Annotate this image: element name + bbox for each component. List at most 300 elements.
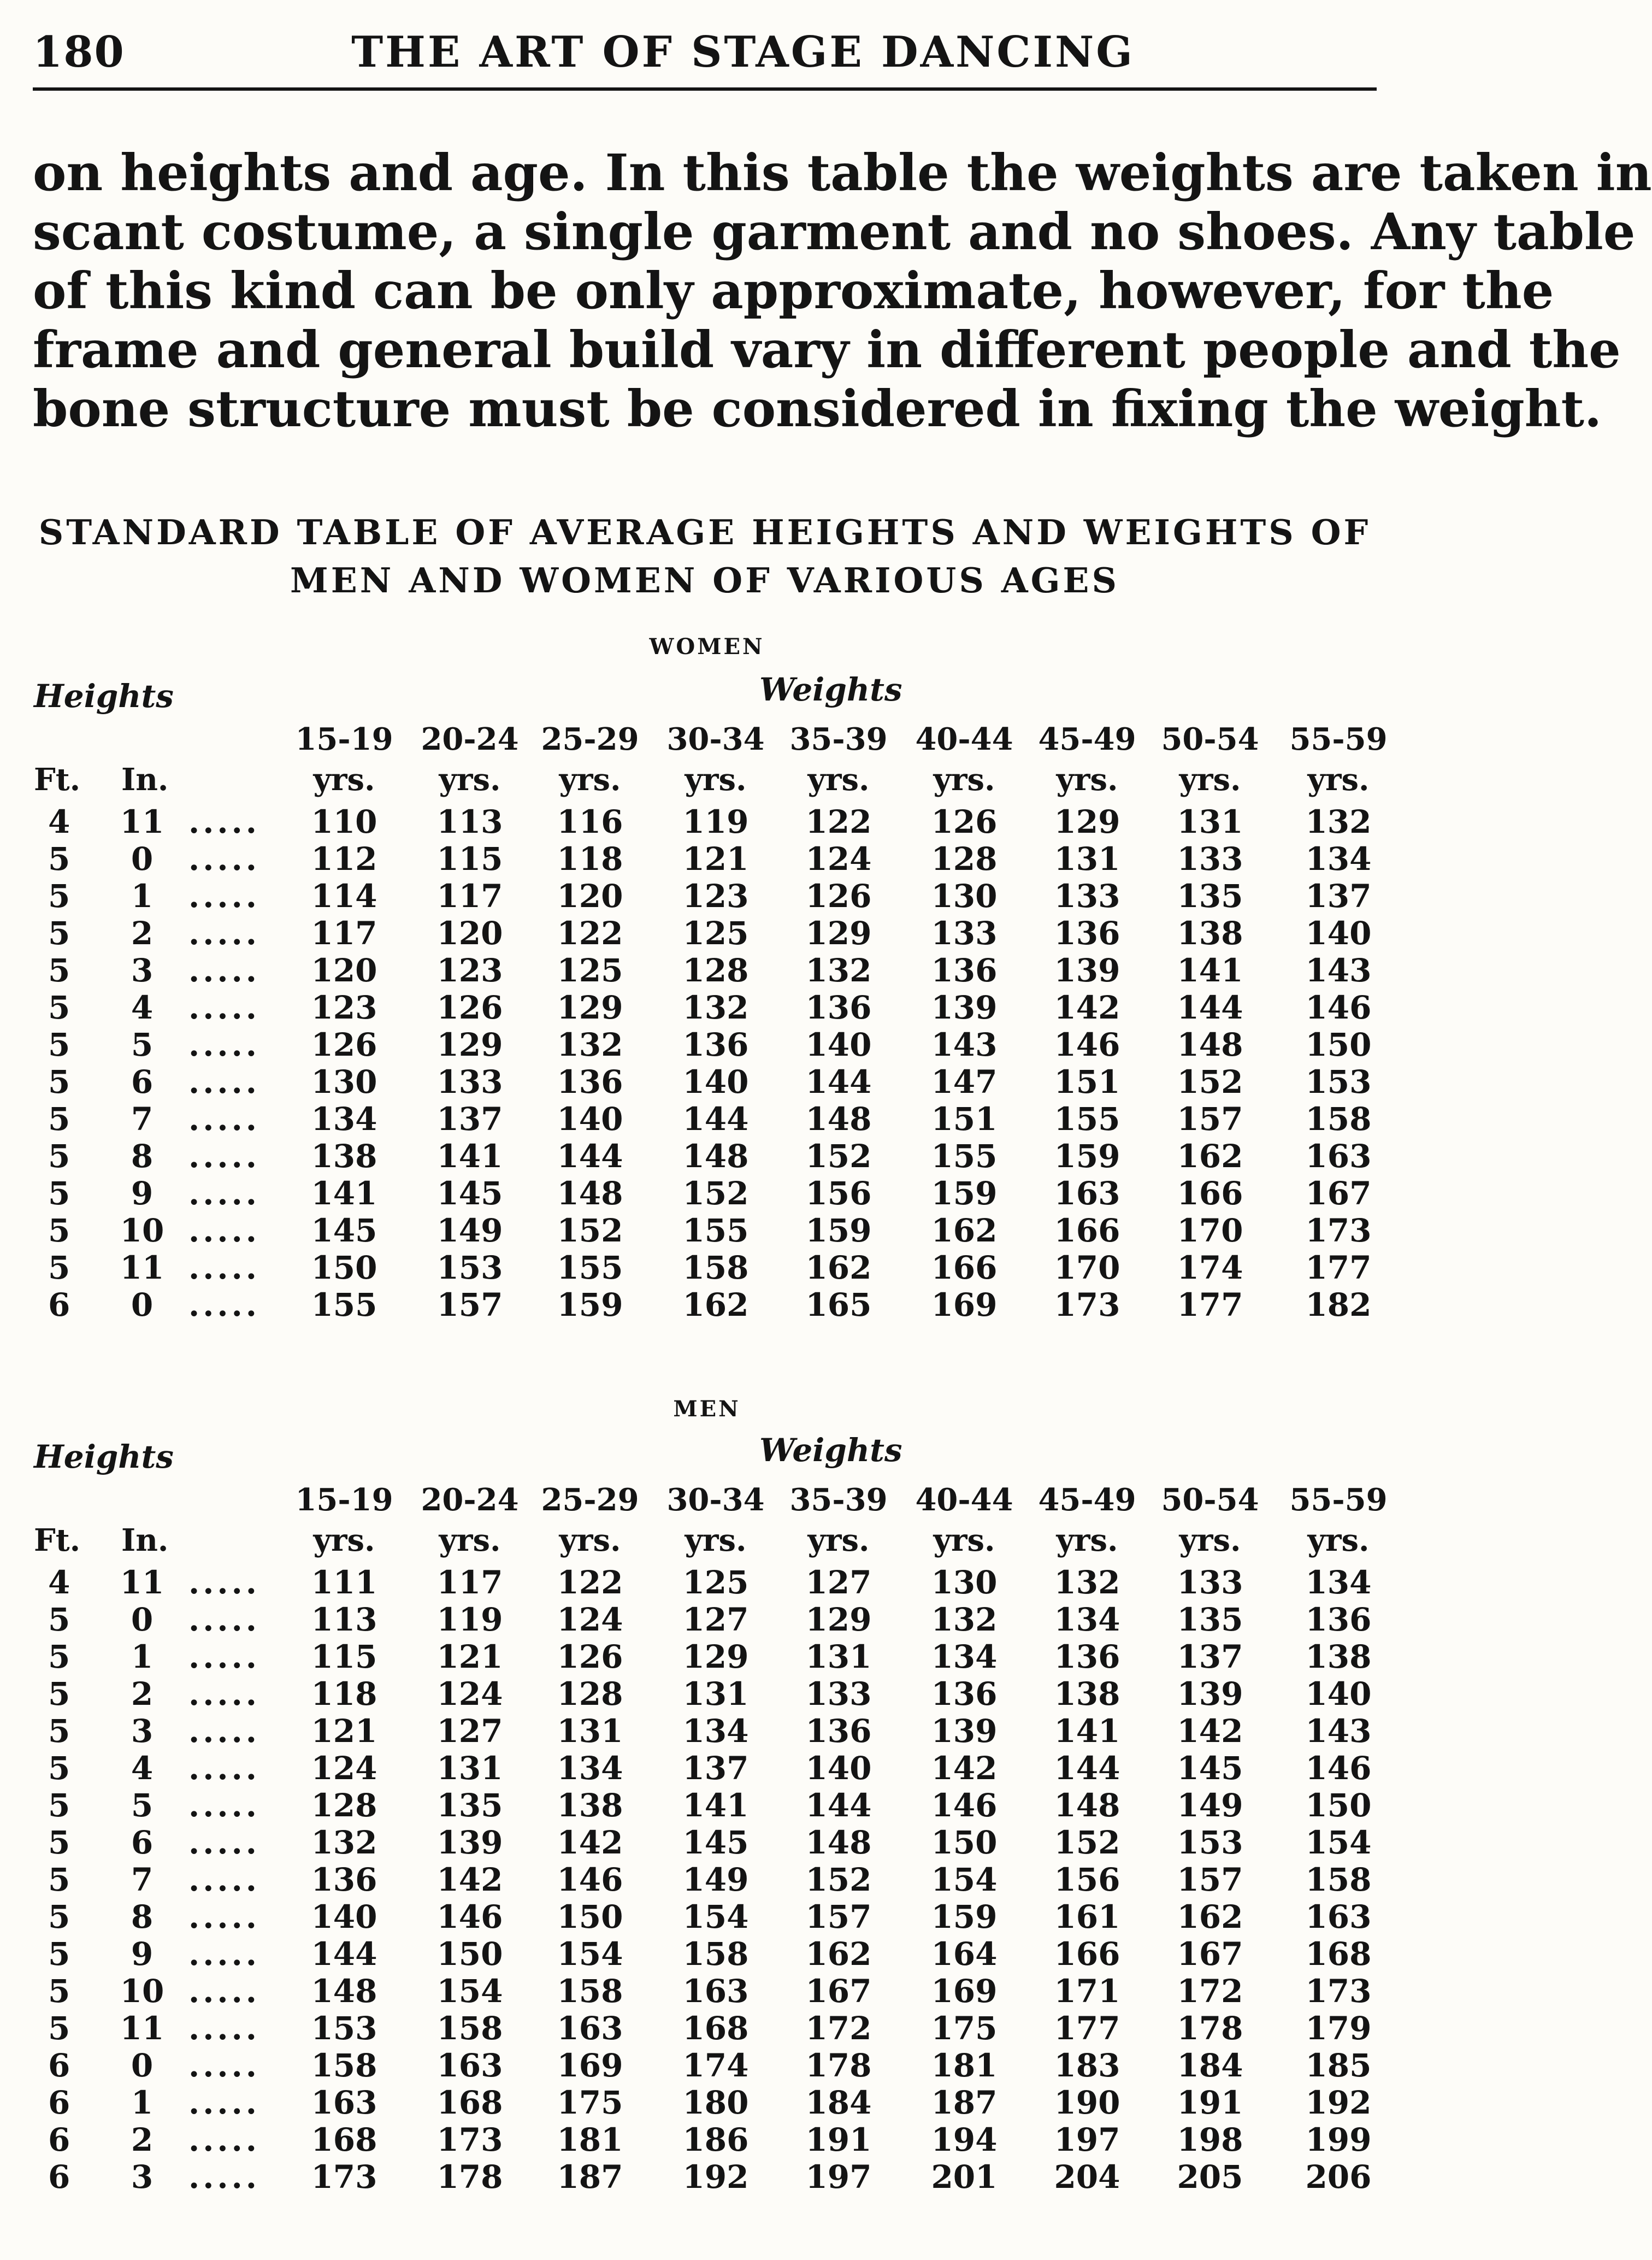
weight-cell: 138 [1177,915,1243,952]
height-feet: 4 [48,1564,70,1601]
weight-cell: 165 [805,1286,872,1323]
weight-cell: 148 [682,1138,749,1175]
years-unit-label: yrs. [439,762,501,798]
weight-cell: 174 [1177,1249,1243,1286]
weight-cell: 205 [1177,2158,1243,2196]
weight-cell: 163 [557,2010,623,2047]
table-row [0,1063,1414,1100]
table-row [0,1601,1414,1638]
weight-cell: 146 [436,1898,503,1935]
weight-cell: 129 [805,915,872,952]
weight-cell: 124 [436,1675,503,1712]
weight-cell: 148 [311,1973,377,2010]
weight-cell: 138 [1054,1675,1120,1712]
age-group-header: 15-19 [295,1482,393,1518]
weight-cell: 173 [1054,1286,1120,1323]
weight-cell: 131 [436,1750,503,1787]
weight-cell: 136 [1054,1638,1120,1675]
weight-cell: 146 [1305,989,1372,1026]
weight-cell: 131 [682,1675,749,1712]
weight-cell: 150 [436,1935,503,1973]
weight-cell: 178 [805,2047,872,2084]
table-row [0,1898,1414,1935]
height-inches: 6 [131,1063,154,1100]
age-group-header: 55-59 [1289,721,1388,757]
heights-header: Heights [34,1438,174,1475]
weight-cell: 126 [311,1026,377,1063]
weight-cell: 163 [1054,1175,1120,1212]
table-row [0,1026,1414,1063]
dot-leader: ..... [188,2158,260,2196]
weight-cell: 169 [931,1973,998,2010]
height-inches: 5 [131,1026,154,1063]
weight-cell: 132 [557,1026,623,1063]
weight-cell: 169 [557,2047,623,2084]
inches-column-header: In. [121,1522,169,1558]
dot-leader: ..... [188,878,260,915]
weight-cell: 152 [1054,1824,1120,1861]
weight-cell: 140 [311,1898,377,1935]
height-inches: 3 [131,2158,154,2196]
weight-cell: 128 [557,1675,623,1712]
weight-cell: 192 [1305,2084,1372,2121]
weight-cell: 204 [1054,2158,1120,2196]
weight-cell: 129 [557,989,623,1026]
weight-cell: 139 [1177,1675,1243,1712]
weight-cell: 157 [1177,1861,1243,1898]
dot-leader: ..... [188,1787,260,1824]
weight-cell: 163 [1305,1138,1372,1175]
weight-cell: 155 [682,1212,749,1249]
height-inches: 7 [131,1100,154,1138]
weight-cell: 197 [1054,2121,1120,2158]
height-feet: 6 [48,2047,70,2084]
table-row [0,1824,1414,1861]
inches-column-header: In. [121,762,169,798]
weight-cell: 162 [931,1212,998,1249]
weight-cell: 162 [682,1286,749,1323]
weight-cell: 187 [931,2084,998,2121]
years-unit-label: yrs. [439,1522,501,1558]
weight-cell: 127 [682,1601,749,1638]
height-inches: 0 [131,1286,154,1323]
table-row [0,1712,1414,1750]
weight-cell: 126 [805,878,872,915]
height-feet: 5 [48,1249,70,1286]
dot-leader: ..... [188,1935,260,1973]
weight-cell: 120 [436,915,503,952]
years-unit-label: yrs. [933,762,995,798]
weight-cell: 114 [311,878,377,915]
weight-cell: 146 [557,1861,623,1898]
weight-cell: 166 [931,1249,998,1286]
weight-cell: 157 [1177,1100,1243,1138]
weight-cell: 157 [805,1898,872,1935]
weight-cell: 150 [311,1249,377,1286]
weight-cell: 197 [805,2158,872,2196]
dot-leader: ..... [188,1286,260,1323]
height-inches: 9 [131,1175,154,1212]
years-unit-label: yrs. [807,1522,870,1558]
dot-leader: ..... [188,1712,260,1750]
weight-cell: 144 [557,1138,623,1175]
height-feet: 5 [48,1712,70,1750]
weight-cell: 145 [436,1175,503,1212]
weight-cell: 142 [931,1750,998,1787]
weight-cell: 150 [557,1898,623,1935]
table-row [0,1787,1414,1824]
weight-cell: 175 [557,2084,623,2121]
weight-cell: 126 [931,803,998,840]
weight-cell: 123 [682,878,749,915]
weight-cell: 145 [682,1824,749,1861]
height-feet: 5 [48,1824,70,1861]
weight-cell: 177 [1054,2010,1120,2047]
table-row [0,2084,1414,2121]
weight-cell: 157 [436,1286,503,1323]
weight-cell: 153 [436,1249,503,1286]
dot-leader: ..... [188,1973,260,2010]
weight-cell: 155 [931,1138,998,1175]
height-inches: 10 [120,1973,164,2010]
height-feet: 5 [48,1175,70,1212]
weight-cell: 126 [436,989,503,1026]
weight-cell: 185 [1305,2047,1372,2084]
weight-cell: 134 [1054,1601,1120,1638]
weight-cell: 181 [931,2047,998,2084]
weight-cell: 156 [805,1175,872,1212]
table-row [0,1286,1414,1323]
weight-cell: 137 [682,1750,749,1787]
weight-cell: 167 [1305,1175,1372,1212]
weight-cell: 136 [931,1675,998,1712]
weight-cell: 155 [1054,1100,1120,1138]
weight-cell: 131 [557,1712,623,1750]
age-group-header: 50-54 [1161,721,1259,757]
weight-cell: 141 [1177,952,1243,989]
weights-header: Weights [759,671,902,708]
weight-cell: 140 [1305,915,1372,952]
table-row [0,1935,1414,1973]
age-group-header: 30-34 [666,1482,765,1518]
age-group-header: 40-44 [915,721,1013,757]
weight-cell: 142 [1054,989,1120,1026]
dot-leader: ..... [188,1750,260,1787]
height-inches: 11 [120,2010,164,2047]
weight-cell: 161 [1054,1898,1120,1935]
weight-cell: 179 [1305,2010,1372,2047]
feet-column-header: Ft. [34,1522,81,1558]
weight-cell: 135 [1177,1601,1243,1638]
height-inches: 2 [131,2121,154,2158]
table-row [0,840,1414,878]
weight-cell: 151 [931,1100,998,1138]
table-row [0,2010,1414,2047]
weight-cell: 133 [931,915,998,952]
weight-cell: 130 [311,1063,377,1100]
weight-cell: 173 [311,2158,377,2196]
weight-cell: 190 [1054,2084,1120,2121]
weight-cell: 118 [557,840,623,878]
weight-cell: 155 [311,1286,377,1323]
dot-leader: ..... [188,952,260,989]
weight-cell: 168 [311,2121,377,2158]
page-number: 180 [33,27,125,77]
weight-cell: 147 [931,1063,998,1100]
weight-cell: 153 [1305,1063,1372,1100]
weight-cell: 130 [931,1564,998,1601]
height-feet: 5 [48,2010,70,2047]
weight-cell: 117 [436,1564,503,1601]
dot-leader: ..... [188,1249,260,1286]
weight-cell: 123 [436,952,503,989]
weight-cell: 134 [311,1100,377,1138]
weight-cell: 118 [311,1675,377,1712]
years-unit-label: yrs. [1179,1522,1241,1558]
weight-cell: 144 [805,1063,872,1100]
height-inches: 2 [131,915,154,952]
table-row [0,1175,1414,1212]
height-feet: 5 [48,1212,70,1249]
dot-leader: ..... [188,1212,260,1249]
age-group-header: 55-59 [1289,1482,1388,1518]
weight-cell: 140 [682,1063,749,1100]
weight-cell: 133 [1054,878,1120,915]
weight-cell: 119 [682,803,749,840]
weight-cell: 136 [805,989,872,1026]
section-label: MEN [673,1396,741,1422]
height-feet: 5 [48,1898,70,1935]
weight-cell: 131 [805,1638,872,1675]
years-unit-label: yrs. [933,1522,995,1558]
height-feet: 6 [48,2158,70,2196]
weight-cell: 135 [436,1787,503,1824]
weight-cell: 146 [931,1787,998,1824]
table-row [0,1212,1414,1249]
age-group-header: 45-49 [1038,1482,1136,1518]
weight-cell: 164 [931,1935,998,1973]
weight-cell: 127 [805,1564,872,1601]
weight-cell: 131 [1054,840,1120,878]
weight-cell: 129 [682,1638,749,1675]
table-row [0,1138,1414,1175]
table-row [0,803,1414,840]
height-inches: 0 [131,1601,154,1638]
weight-cell: 149 [436,1212,503,1249]
weight-cell: 152 [557,1212,623,1249]
weight-cell: 145 [311,1212,377,1249]
years-unit-label: yrs. [1056,762,1118,798]
weight-cell: 129 [436,1026,503,1063]
weight-cell: 117 [311,915,377,952]
weight-cell: 186 [682,2121,749,2158]
weight-cell: 128 [311,1787,377,1824]
weight-cell: 149 [1177,1787,1243,1824]
table-row [0,2047,1414,2084]
height-inches: 5 [131,1787,154,1824]
dot-leader: ..... [188,1824,260,1861]
weight-cell: 134 [1305,1564,1372,1601]
weight-cell: 123 [311,989,377,1026]
years-unit-label: yrs. [559,762,621,798]
weight-cell: 169 [931,1286,998,1323]
height-inches: 4 [131,1750,154,1787]
weight-cell: 146 [1305,1750,1372,1787]
weight-cell: 156 [1054,1861,1120,1898]
weight-cell: 159 [931,1898,998,1935]
weight-cell: 134 [931,1638,998,1675]
weight-cell: 124 [557,1601,623,1638]
weight-cell: 171 [1054,1973,1120,2010]
height-inches: 3 [131,952,154,989]
age-group-header: 20-24 [421,721,519,757]
dot-leader: ..... [188,1138,260,1175]
dot-leader: ..... [188,1026,260,1063]
weight-cell: 138 [1305,1638,1372,1675]
weight-cell: 158 [311,2047,377,2084]
weight-cell: 134 [1305,840,1372,878]
weight-cell: 148 [1177,1026,1243,1063]
weight-cell: 192 [682,2158,749,2196]
dot-leader: ..... [188,1675,260,1712]
dot-leader: ..... [188,2010,260,2047]
weight-cell: 115 [311,1638,377,1675]
weight-cell: 184 [805,2084,872,2121]
height-inches: 6 [131,1824,154,1861]
weight-cell: 191 [1177,2084,1243,2121]
table-row [0,989,1414,1026]
table-title-line-2: MEN AND WOMEN OF VARIOUS AGES [290,560,1119,601]
height-feet: 4 [48,803,70,840]
height-feet: 5 [48,915,70,952]
weight-cell: 162 [805,1249,872,1286]
weight-cell: 162 [805,1935,872,1973]
weight-cell: 145 [1177,1750,1243,1787]
weight-cell: 167 [805,1973,872,2010]
weight-cell: 140 [557,1100,623,1138]
weight-cell: 167 [1177,1935,1243,1973]
weight-cell: 152 [682,1175,749,1212]
weight-cell: 124 [311,1750,377,1787]
weight-cell: 135 [1177,878,1243,915]
weight-cell: 183 [1054,2047,1120,2084]
table-row [0,1100,1414,1138]
weight-cell: 168 [436,2084,503,2121]
weight-cell: 158 [682,1935,749,1973]
weight-cell: 206 [1305,2158,1372,2196]
height-feet: 5 [48,1138,70,1175]
weight-cell: 117 [436,878,503,915]
weight-cell: 132 [682,989,749,1026]
weight-cell: 144 [311,1935,377,1973]
weight-cell: 137 [1177,1638,1243,1675]
height-feet: 6 [48,1286,70,1323]
age-group-header: 50-54 [1161,1482,1259,1518]
weight-cell: 159 [557,1286,623,1323]
height-inches: 11 [120,1249,164,1286]
weight-cell: 122 [557,1564,623,1601]
weight-cell: 140 [1305,1675,1372,1712]
weight-cell: 136 [682,1026,749,1063]
weight-cell: 122 [805,803,872,840]
weight-cell: 143 [1305,1712,1372,1750]
weight-cell: 178 [1177,2010,1243,2047]
weight-cell: 119 [436,1601,503,1638]
dot-leader: ..... [188,2121,260,2158]
height-feet: 5 [48,1638,70,1675]
weight-cell: 121 [436,1638,503,1675]
table-row [0,952,1414,989]
weight-cell: 154 [557,1935,623,1973]
weight-cell: 111 [311,1564,377,1601]
height-feet: 5 [48,878,70,915]
weight-cell: 113 [436,803,503,840]
height-inches: 3 [131,1712,154,1750]
height-feet: 5 [48,1750,70,1787]
weight-cell: 150 [1305,1026,1372,1063]
weight-cell: 150 [1305,1787,1372,1824]
height-inches: 1 [131,2084,154,2121]
age-group-header: 25-29 [541,721,639,757]
weight-cell: 126 [557,1638,623,1675]
weight-cell: 177 [1305,1249,1372,1286]
weight-cell: 121 [311,1712,377,1750]
dot-leader: ..... [188,1063,260,1100]
years-unit-label: yrs. [685,1522,747,1558]
weight-cell: 124 [805,840,872,878]
weight-cell: 153 [1177,1824,1243,1861]
years-unit-label: yrs. [313,1522,375,1558]
weight-cell: 144 [1177,989,1243,1026]
running-title: THE ART OF STAGE DANCING [351,27,1135,77]
weight-cell: 116 [557,803,623,840]
weight-cell: 198 [1177,2121,1243,2158]
height-inches: 0 [131,2047,154,2084]
weight-cell: 199 [1305,2121,1372,2158]
weight-cell: 154 [682,1898,749,1935]
feet-column-header: Ft. [34,762,81,798]
weight-cell: 129 [1054,803,1120,840]
dot-leader: ..... [188,840,260,878]
weight-cell: 141 [682,1787,749,1824]
age-group-header: 45-49 [1038,721,1136,757]
section-label: WOMEN [649,634,765,660]
intro-line: of this kind can be only approximate, however, for the [33,261,1554,320]
weight-cell: 158 [1305,1861,1372,1898]
table-row [0,1249,1414,1286]
weight-cell: 142 [436,1861,503,1898]
weight-cell: 158 [1305,1100,1372,1138]
weight-cell: 140 [805,1750,872,1787]
height-inches: 8 [131,1898,154,1935]
weight-cell: 141 [436,1138,503,1175]
weight-cell: 125 [682,1564,749,1601]
dot-leader: ..... [188,989,260,1026]
weight-cell: 162 [1177,1898,1243,1935]
weight-cell: 141 [311,1175,377,1212]
weight-cell: 137 [1305,878,1372,915]
weight-cell: 158 [557,1973,623,2010]
weight-cell: 159 [1054,1138,1120,1175]
table-row [0,1675,1414,1712]
height-feet: 5 [48,1973,70,2010]
weight-cell: 132 [1054,1564,1120,1601]
height-feet: 5 [48,1026,70,1063]
weight-cell: 128 [682,952,749,989]
weight-cell: 141 [1054,1712,1120,1750]
height-inches: 9 [131,1935,154,1973]
weight-cell: 175 [931,2010,998,2047]
